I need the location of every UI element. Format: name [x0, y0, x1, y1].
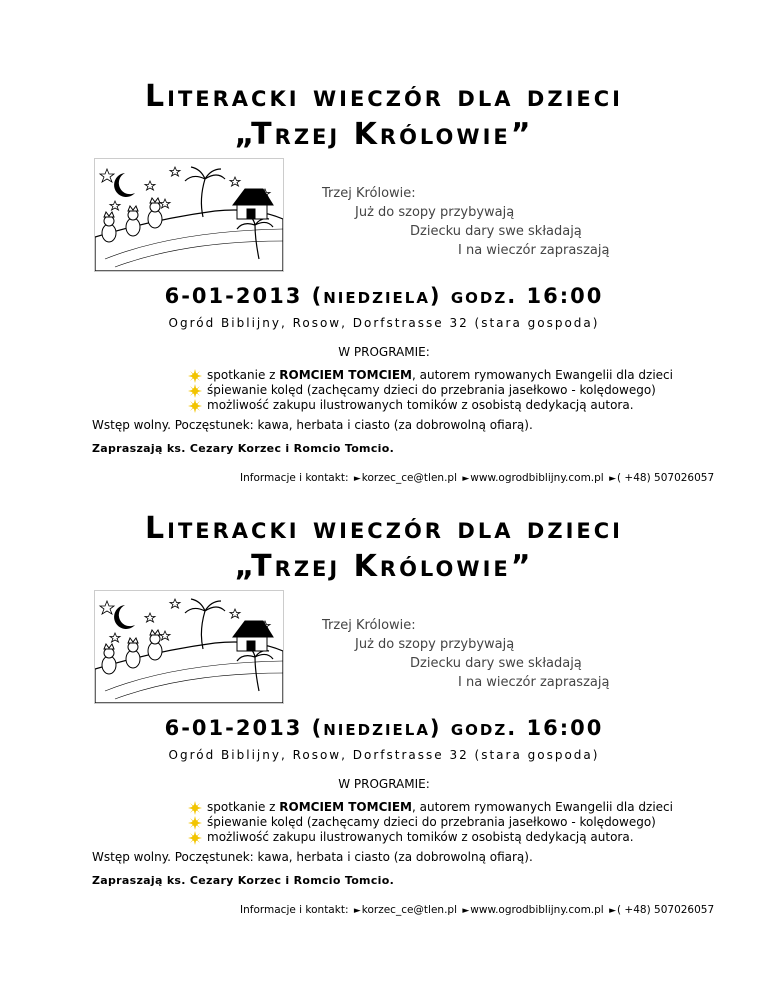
poem-line: Trzej Królowie: [322, 618, 416, 633]
program-item-text: śpiewanie kolęd (zachęcamy dzieci do przebrania jasełkowo - kolędowego) [207, 383, 656, 397]
poem-line: I na wieczór zapraszają [458, 243, 610, 258]
event-venue: Ogród Biblijny, Rosow, Dorfstrasse 32 (stara gospoda) [168, 316, 600, 330]
contact-email[interactable]: korzec_ce@tlen.pl [361, 904, 457, 916]
arrow-right-icon: ► [353, 906, 361, 916]
contact-website[interactable]: www.ogrodbiblijny.com.pl [470, 904, 604, 916]
arrow-right-icon: ► [609, 474, 616, 484]
program-heading: W PROGRAMIE: [338, 777, 430, 791]
event-date: 6-01-2013 (niedziela) godz. 16:00 [164, 284, 604, 308]
arrow-right-icon: ► [353, 474, 361, 484]
flyer-title-line1: Literacki wieczór dla dzieci [145, 511, 623, 546]
invite-text: Zapraszają ks. Cezary Korzec i Romcio Tomcio. [92, 874, 395, 887]
arrow-right-icon: ► [462, 906, 470, 916]
poem-line: Trzej Królowie: [322, 186, 416, 201]
arrow-right-icon: ► [462, 474, 470, 484]
poem [322, 616, 622, 692]
poem-line: I na wieczór zapraszają [458, 675, 610, 690]
program-heading: W PROGRAMIE: [338, 345, 430, 359]
list-item [188, 830, 708, 845]
program-item-text: śpiewanie kolęd (zachęcamy dzieci do przebrania jasełkowo - kolędowego) [207, 815, 656, 829]
program-item-text: możliwość zakupu ilustrowanych tomików z osobistą dedykacją autora. [207, 398, 634, 412]
list-item [188, 815, 708, 830]
event-venue: Ogród Biblijny, Rosow, Dorfstrasse 32 (stara gospoda) [168, 748, 600, 762]
flyer-title-line2: „Trzej Królowie” [234, 117, 534, 152]
poem-line: Dziecku dary swe składają [410, 224, 582, 239]
sun-burst-icon [188, 369, 202, 383]
arrow-right-icon: ► [609, 906, 616, 916]
program-list [188, 368, 708, 413]
sun-burst-icon [188, 384, 202, 398]
poem-line: Już do szopy przybywają [355, 205, 515, 220]
poem-line: Dziecku dary swe składają [410, 656, 582, 671]
entry-info: Wstęp wolny. Poczęstunek: kawa, herbata i ciasto (za dobrowolną ofiarą). [92, 850, 533, 864]
entry-info: Wstęp wolny. Poczęstunek: kawa, herbata i ciasto (za dobrowolną ofiarą). [92, 418, 533, 432]
contact-phone: ( +48) 507026057 [617, 904, 715, 916]
list-item [188, 383, 708, 398]
invite-text: Zapraszają ks. Cezary Korzec i Romcio Tomcio. [92, 442, 395, 455]
list-item [188, 398, 708, 413]
three-kings-illustration [94, 590, 284, 704]
sun-burst-icon [188, 816, 202, 830]
sun-burst-icon [188, 801, 202, 815]
contact-info [240, 472, 714, 484]
list-item [188, 800, 708, 815]
flyer-bottom [0, 512, 768, 952]
poem [322, 184, 622, 260]
program-item-text: spotkanie z ROMCIEM TOMCIEM, autorem rymowanych Ewangelii dla dzieci [207, 800, 673, 814]
program-item-text: możliwość zakupu ilustrowanych tomików z osobistą dedykacją autora. [207, 830, 634, 844]
program-item-text: spotkanie z ROMCIEM TOMCIEM, autorem rymowanych Ewangelii dla dzieci [207, 368, 673, 382]
sun-burst-icon [188, 399, 202, 413]
flyer-top [0, 80, 768, 520]
flyer-title-line2: „Trzej Królowie” [234, 549, 534, 584]
sun-burst-icon [188, 831, 202, 845]
contact-website[interactable]: www.ogrodbiblijny.com.pl [470, 472, 604, 484]
event-date: 6-01-2013 (niedziela) godz. 16:00 [164, 716, 604, 740]
contact-label: Informacje i kontakt: [240, 904, 349, 916]
contact-info [240, 904, 714, 916]
contact-label: Informacje i kontakt: [240, 472, 349, 484]
three-kings-illustration [94, 158, 284, 272]
poem-line: Już do szopy przybywają [355, 637, 515, 652]
contact-email[interactable]: korzec_ce@tlen.pl [361, 472, 457, 484]
program-list [188, 800, 708, 845]
flyer-title-line1: Literacki wieczór dla dzieci [145, 79, 623, 114]
list-item [188, 368, 708, 383]
contact-phone: ( +48) 507026057 [617, 472, 715, 484]
